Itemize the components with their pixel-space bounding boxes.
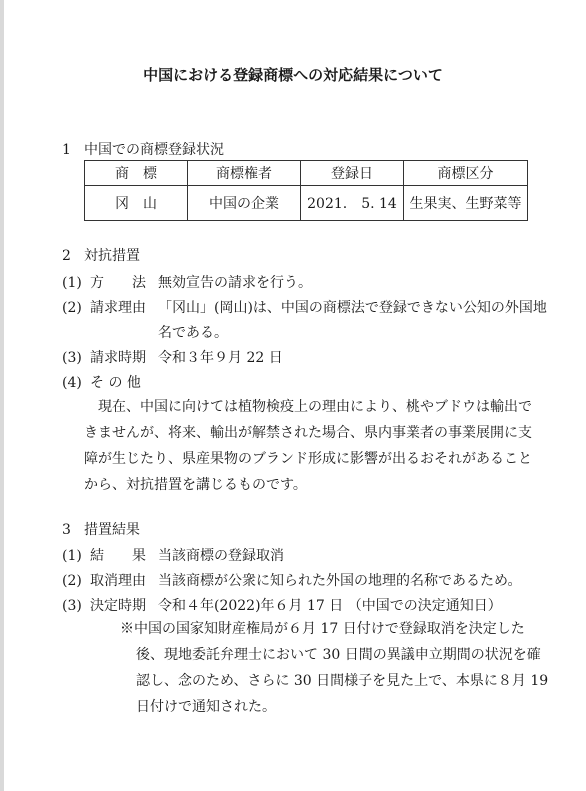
item-label: 結 果 (90, 548, 146, 564)
note-line: ※中国の国家知財産権局が６月 17 日付けで登録取消を決定した (120, 621, 525, 637)
countermeasure-item-other (62, 372, 141, 392)
item-value: 当該商標の登録取消 (158, 548, 284, 564)
item-value: 当該商標が公衆に知られた外国の地理的名称であるため。 (158, 573, 522, 589)
table-cell: 生果実、生野菜等 (404, 186, 528, 221)
section-3-title: 措置結果 (84, 522, 140, 538)
paragraph-line: 障が生じたり、県産果物のブランド形成に影響が出るおそれがあること (84, 451, 532, 467)
table-cell: 2021. 5. 14 (301, 186, 404, 221)
section-2-title: 対抗措置 (84, 248, 140, 264)
table-cell: 中国の企業 (188, 186, 301, 221)
item-label: 方 法 (90, 275, 146, 291)
table-header-cell: 商標区分 (404, 161, 528, 186)
section-2-heading (62, 245, 140, 265)
item-label: 請求理由 (90, 300, 146, 316)
countermeasure-item-reason (62, 297, 547, 317)
table-header-row (85, 161, 528, 186)
item-marker: (4) (62, 375, 82, 391)
item-label: 決定時期 (90, 598, 146, 614)
result-item-decision-date (62, 595, 502, 615)
note-line: 認し、念のため、さらに 30 日間様子を見た上で、本県に８月 19 (136, 673, 549, 689)
page-edge (0, 0, 4, 791)
section-1-title: 中国での商標登録状況 (84, 142, 224, 158)
countermeasure-reason-continued: 名である。 (158, 325, 228, 341)
trademark-table (84, 160, 528, 221)
table-header-cell: 商 標 (85, 161, 188, 186)
section-1-number: 1 (62, 142, 71, 158)
decision-note (120, 616, 548, 720)
section-3-number: 3 (62, 522, 71, 538)
item-label: 請求時期 (90, 350, 146, 366)
countermeasure-item-timing (62, 347, 283, 367)
item-label: そ の 他 (90, 375, 141, 391)
result-item-outcome (62, 545, 284, 565)
item-value: 令和３年９月 22 日 (158, 350, 283, 366)
paragraph-line: きませんが、将来、輸出が解禁された場合、県内事業者の事業展開に支 (84, 425, 532, 441)
section-3-heading (62, 519, 140, 539)
section-2-number: 2 (62, 248, 71, 264)
countermeasure-item-method (62, 272, 312, 292)
table-cell: 冈 山 (85, 186, 188, 221)
table-header-cell: 登録日 (301, 161, 404, 186)
paragraph-line: から、対抗措置を講じるものです。 (84, 477, 307, 493)
table-header-cell: 商標権者 (188, 161, 301, 186)
item-marker: (1) (62, 275, 82, 291)
item-marker: (2) (62, 573, 82, 589)
background-paragraph (84, 394, 532, 498)
note-line: 後、現地委託弁理士において 30 日間の異議申立期間の状況を確 (136, 647, 541, 663)
table-row (85, 186, 528, 221)
item-value: 無効宣告の請求を行う。 (158, 275, 312, 291)
note-line: 日付けで通知された。 (136, 699, 276, 715)
item-marker: (3) (62, 350, 82, 366)
result-item-reason (62, 570, 521, 590)
document-title: 中国における登録商標への対応結果について (143, 66, 443, 84)
item-marker: (2) (62, 300, 82, 316)
paragraph-line: 現在、中国に向けては植物検疫上の理由により、桃やブドウは輸出で (98, 399, 532, 415)
item-value: 「冈山」(岡山)は、中国の商標法で登録できない公知の外国地 (158, 300, 547, 316)
item-marker: (3) (62, 598, 82, 614)
item-value: 令和４年(2022)年６月 17 日 （中国での決定通知日） (158, 598, 502, 614)
item-marker: (1) (62, 548, 82, 564)
item-label: 取消理由 (90, 573, 146, 589)
section-1-heading (62, 139, 224, 159)
